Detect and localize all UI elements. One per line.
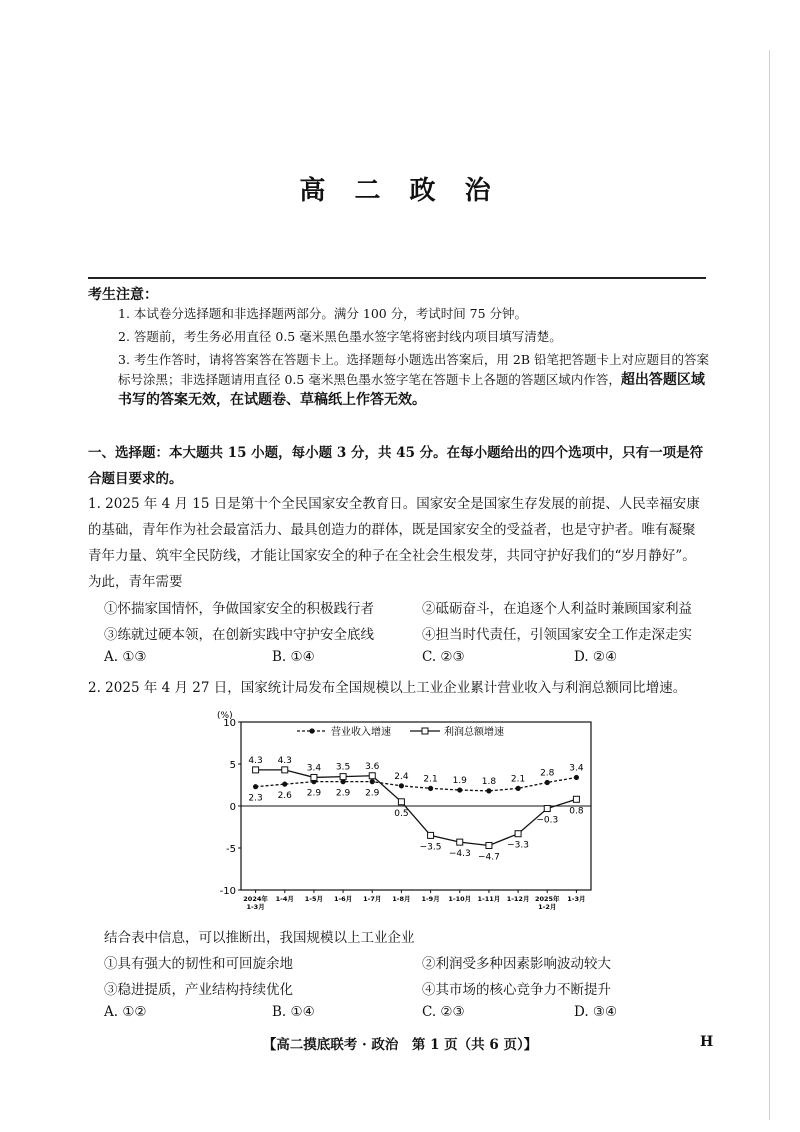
profit-data-label: 3.6: [365, 761, 380, 772]
title-divider: [88, 277, 706, 279]
q1-choice-b: B. ①④: [272, 649, 315, 665]
profit-data-label: −0.3: [536, 815, 559, 826]
profit-growth-line: [256, 770, 577, 846]
revenue-data-label: 1.9: [452, 776, 467, 787]
x-tick-label: [448, 895, 471, 903]
profit-data-label: −3.3: [507, 840, 530, 851]
x-tick-label-line: 1-7月: [363, 895, 382, 903]
section-heading: 一、选择题：本大题共 15 小题，每小题 3 分，共 45 分。在每小题给出的四个选项中，只有一项是符合题目要求的。: [88, 445, 704, 487]
q2-choice-c: C. ②③: [422, 1004, 465, 1020]
revenue-data-label: 2.4: [394, 771, 409, 782]
q1-statement-3: ③练就过硬本领，在创新实践中守护安全底线: [104, 627, 374, 643]
notice-item-2: 2. 答题前，考生务必用直径 0.5 毫米黑色墨水签字笔将密封线内项目填写清楚。: [118, 329, 562, 344]
notice-heading: 考生注意：: [88, 287, 158, 303]
legend-marker-profit: [422, 728, 428, 734]
page-edge-line: [769, 50, 770, 1120]
revenue-data-label: 2.8: [540, 768, 555, 779]
x-tick-label-line: 1-6月: [333, 895, 353, 903]
revenue-point: [545, 780, 550, 785]
revenue-point: [253, 784, 258, 789]
notice-item-1: 1. 本试卷分选择题和非选择题两部分。满分 100 分，考试时间 75 分钟。: [118, 306, 528, 321]
page-title: 高 二 政 治: [299, 176, 501, 206]
profit-point: [311, 774, 317, 780]
q2-choice-a: A. ①②: [104, 1004, 147, 1020]
x-tick-label-line: 2024年: [243, 895, 268, 903]
revenue-point: [282, 782, 287, 787]
x-tick-label: [421, 895, 439, 903]
x-tick-label-line: 1-4月: [275, 895, 294, 903]
profit-point: [544, 806, 550, 812]
notice-item-3-text: 3. 考生作答时，请将答案答在答题卡上。选择题每小题选出答案后，用 2B 铅笔把答题卡上对应题目的答案标号涂黑；非选择题请用直径 0.5 毫米黑色墨水签字笔在答题卡上各题的答题区域内作答，: [118, 352, 709, 387]
growth-chart-svg: [205, 710, 605, 920]
x-tick-label-line: 1-8月: [392, 895, 411, 903]
x-tick-label: [276, 895, 294, 903]
growth-chart: [205, 710, 605, 920]
y-tick-label: -10: [219, 886, 236, 897]
y-tick-label: 10: [223, 718, 236, 729]
x-tick-label-line: 1-3月: [246, 903, 265, 911]
revenue-point: [574, 775, 579, 780]
x-tick-label: [243, 894, 268, 911]
profit-point: [340, 774, 346, 780]
profit-data-label: −4.7: [477, 852, 500, 863]
q2-statement-1: ①具有强大的韧性和可回旋余地: [104, 956, 293, 972]
q2-choice-b: B. ①④: [272, 1004, 315, 1020]
revenue-point: [399, 783, 404, 788]
profit-data-label: 3.4: [306, 763, 322, 774]
profit-data-label: 4.3: [248, 755, 263, 766]
x-tick-label: [334, 895, 352, 903]
q2-statement-2: ②利润受多种因素影响波动较大: [422, 956, 611, 972]
revenue-data-label: 2.1: [510, 774, 526, 785]
profit-data-label: −4.3: [448, 849, 471, 860]
profit-data-label: 0.5: [394, 808, 409, 819]
q1-statement-4: ④担当时代责任，引领国家安全工作走深走实: [422, 627, 692, 643]
x-tick-label: [507, 895, 530, 903]
q1-statement-1: ①怀揣家国情怀，争做国家安全的积极践行者: [104, 601, 374, 617]
revenue-point: [428, 786, 433, 791]
x-tick-label: [535, 894, 560, 911]
y-tick-label: 0: [229, 802, 236, 813]
revenue-data-label: 2.1: [423, 774, 438, 785]
profit-data-label: 3.5: [335, 762, 351, 773]
y-tick-label: -5: [226, 844, 236, 855]
x-tick-label-line: 1-2月: [538, 903, 557, 911]
page-footer: 【高二摸底联考 · 政治 第 1 页（共 6 页）】: [262, 1037, 538, 1053]
legend-label-profit: 利润总额增速: [444, 727, 504, 738]
profit-point: [486, 842, 492, 848]
question-1-stem: 1. 2025 年 4 月 15 日是第十个全民国家安全教育日。国家安全是国家生存发展的前提、人民幸福安康的基础，青年作为社会最富活力、最具创造力的群体，既是国家安全的受益者，也是守护者。唯有凝聚青年力量、筑牢全民防线，才能让国家安全的种子在全社会生根发芽，共同守护好我们的“岁月静好”。为此，青年需要: [88, 496, 700, 590]
profit-point: [515, 831, 521, 837]
revenue-point: [515, 786, 520, 791]
q2-statement-3: ③稳进提质，产业结构持续优化: [104, 982, 293, 998]
x-tick-label-line: 1-5月: [304, 895, 324, 903]
q1-statement-2: ②砥砺奋斗，在追逐个人利益时兼顾国家利益: [422, 601, 692, 617]
revenue-growth-line: [256, 777, 577, 790]
revenue-data-label: 2.9: [335, 788, 351, 799]
x-tick-label-line: 1-12月: [506, 895, 530, 903]
q2-statement-4: ④其市场的核心竞争力不断提升: [422, 982, 611, 998]
revenue-point: [486, 788, 491, 793]
q2-lead: 结合表中信息，可以推断出，我国规模以上工业企业: [104, 930, 415, 946]
x-tick-label: [363, 895, 381, 903]
y-tick-label: 5: [229, 760, 236, 771]
x-tick-label: [305, 895, 323, 903]
q1-choice-c: C. ②③: [422, 649, 465, 665]
q1-choice-a: A. ①③: [104, 649, 147, 665]
revenue-data-label: 2.3: [248, 793, 263, 804]
q1-choice-d: D. ②④: [574, 649, 618, 665]
revenue-data-label: 1.8: [481, 776, 497, 787]
x-tick-label: [392, 895, 410, 903]
profit-point: [398, 799, 404, 805]
revenue-point: [370, 779, 375, 784]
x-tick-label-line: 1-9月: [421, 895, 440, 903]
profit-data-label: −3.5: [419, 842, 442, 853]
x-tick-label: [567, 895, 585, 903]
legend-label-revenue: 营业收入增速: [331, 727, 391, 738]
question-2-stem: 2. 2025 年 4 月 27 日，国家统计局发布全国规模以上工业企业累计营业收入与利润总额同比增速。: [88, 680, 687, 696]
profit-point: [428, 832, 434, 838]
notice-item-3-emphasis: 超出答题区域书写的答案无效，在试题卷、草稿纸上作答无效。: [118, 372, 705, 408]
profit-point: [369, 773, 375, 779]
profit-point: [253, 767, 259, 773]
profit-point: [282, 767, 288, 773]
legend-marker-revenue: [309, 728, 314, 733]
profit-point: [573, 796, 579, 802]
x-tick-label-line: 1-10月: [448, 895, 472, 903]
revenue-point: [457, 787, 462, 792]
profit-data-label: 4.3: [277, 755, 292, 766]
notice-item-3: [118, 350, 713, 410]
paper-version-mark: H: [700, 1034, 714, 1050]
revenue-data-label: 3.4: [569, 763, 584, 774]
profit-data-label: 0.8: [569, 806, 584, 817]
x-tick-label-line: 2025年: [534, 895, 560, 903]
q2-choice-d: D. ③④: [574, 1004, 618, 1020]
profit-point: [457, 839, 463, 845]
revenue-data-label: 2.6: [277, 791, 292, 802]
revenue-data-label: 2.9: [306, 788, 322, 799]
x-tick-label: [478, 895, 501, 903]
x-tick-label-line: 1-3月: [567, 895, 586, 903]
y-axis-unit: (%): [217, 711, 233, 721]
x-tick-label-line: 1-11月: [477, 895, 501, 903]
revenue-data-label: 2.9: [365, 788, 380, 799]
